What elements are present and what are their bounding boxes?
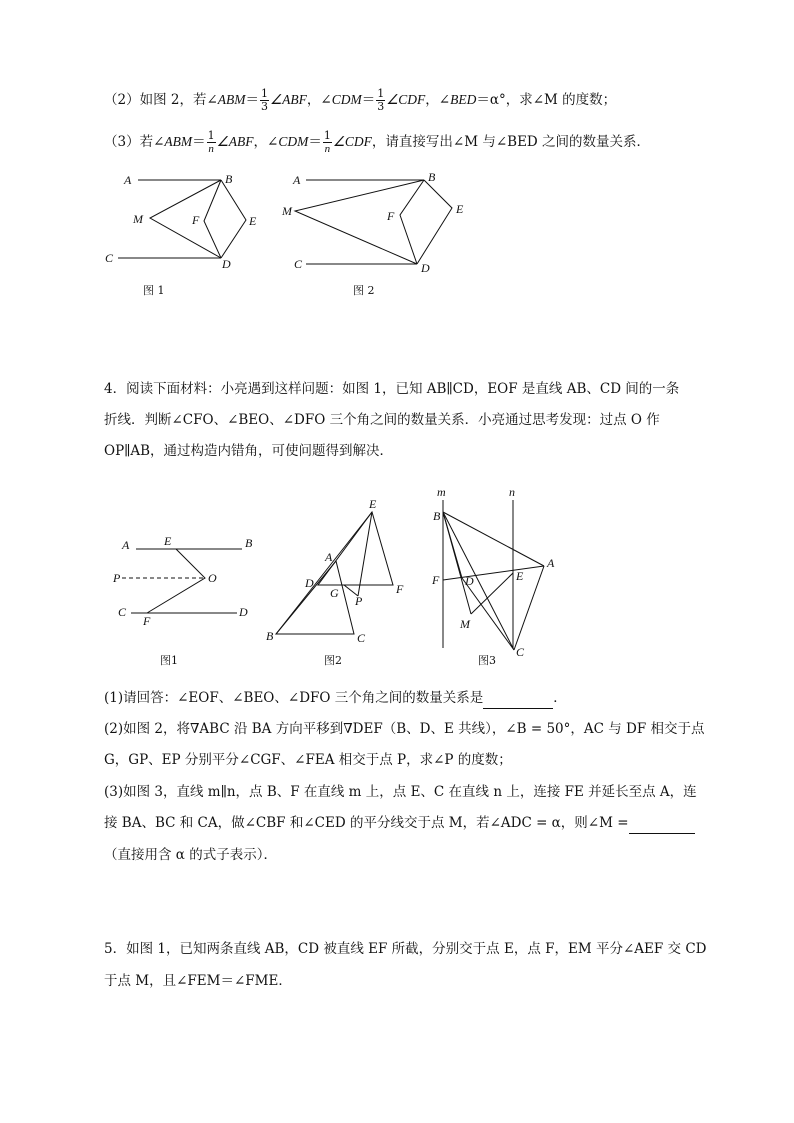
label: F xyxy=(143,614,151,628)
q4-intro-line-2: 折线．判断∠CFO、∠BEO、∠DFO 三个角之间的数量关系．小亮通过思考发现：过点 O 作 xyxy=(104,412,660,428)
label: D xyxy=(421,261,430,275)
label: B xyxy=(245,536,253,550)
label: P xyxy=(113,571,121,585)
label: A xyxy=(293,173,301,187)
segment-bed xyxy=(221,180,246,258)
label: D xyxy=(239,605,248,619)
q3-part3: （3）若∠ABM＝ $\frac{1}{n}$ ∠ABF，∠CDM＝ $\frac{1}{n}$ ∠CDF，请直接写出∠M 与∠BED 之间的数量关系． xyxy=(104,129,651,155)
label: F xyxy=(387,209,395,223)
label: D xyxy=(465,574,474,588)
label: A xyxy=(325,550,333,564)
label: M xyxy=(282,204,292,218)
segment-bfd xyxy=(204,180,221,258)
figure-caption: 图1 xyxy=(160,654,178,667)
q3-figure-2 xyxy=(295,180,452,264)
label: E xyxy=(164,534,172,548)
q5-line-2: 于点 M，且∠FEM＝∠FME． xyxy=(104,973,292,989)
q4-intro-line-3: OP∥AB，通过构造内错角，可使问题得到解决． xyxy=(104,443,394,459)
q4-sub-3-line-3: （直接用含 α 的式子表示）． xyxy=(104,847,277,863)
q4-sub-2-line-2: G，GP、EP 分别平分∠CGF、∠FEA 相交于点 P，求∠P 的度数； xyxy=(104,752,512,768)
q4-sub-3-line-2: 接 BA、BC 和 CA，做∠CBF 和∠CED 的平分线交于点 M，若∠ADC = α，则∠M = xyxy=(104,813,695,834)
label: E xyxy=(516,569,524,583)
label: O xyxy=(208,571,217,585)
label: D xyxy=(305,576,314,590)
q4-sub-1: (1)请回答：∠EOF、∠BEO、∠DFO 三个角之间的数量关系是 ． xyxy=(104,688,567,709)
label: M xyxy=(460,617,470,631)
segment-bmd xyxy=(150,180,221,258)
fraction: $\frac{1}{3}$ xyxy=(261,87,269,113)
label: n xyxy=(509,485,515,499)
figure-caption: 图 2 xyxy=(353,284,375,297)
label: D xyxy=(222,257,231,271)
label: A xyxy=(547,556,555,570)
figure-caption: 图3 xyxy=(478,654,496,667)
fraction: $\frac{1}{n}$ xyxy=(323,129,331,155)
figure-caption: 图2 xyxy=(324,654,342,667)
label: B xyxy=(433,509,441,523)
label: E xyxy=(456,202,464,216)
q4-intro-line-1: 4．阅读下面材料：小亮遇到这样问题：如图 1，已知 AB∥CD，EOF 是直线 AB、CD 间的一条 xyxy=(104,381,680,397)
label: P xyxy=(355,594,363,608)
label: C xyxy=(294,257,303,271)
q3-part2: （2）如图 2，若∠ABM＝ $\frac{1}{3}$ ∠ABF，∠CDM＝ $\frac{1}{3}$ ∠CDF，∠BED＝α°，求∠M 的度数； xyxy=(104,87,617,113)
label: F xyxy=(432,573,440,587)
label: F xyxy=(192,213,200,227)
segment-bfd xyxy=(400,180,424,264)
label: F xyxy=(396,582,404,596)
q4-sub-2-line-1: (2)如图 2，将∇ABC 沿 BA 方向平移到∇DEF（B、D、E 共线），∠B = 50°，AC 与 DF 相交于点 xyxy=(104,721,705,737)
fraction: $\frac{1}{n}$ xyxy=(207,129,215,155)
q4-sub-3-line-1: (3)如图 3，直线 m∥n，点 B、F 在直线 m 上，点 E、C 在直线 n 上，连接 FE 并延长至点 A，连 xyxy=(104,784,697,800)
label: C xyxy=(118,605,127,619)
label: E xyxy=(249,214,257,228)
label: m xyxy=(437,485,446,499)
label: C xyxy=(516,645,525,659)
label: A xyxy=(124,173,132,187)
figure-caption: 图 1 xyxy=(143,284,165,297)
q5-line-1: 5．如图 1，已知两条直线 AB，CD 被直线 EF 所截，分别交于点 E，点 F，EM 平分∠AEF 交 CD xyxy=(104,941,707,957)
segment-bmd xyxy=(295,180,424,264)
label: G xyxy=(330,586,339,600)
label: C xyxy=(105,251,114,265)
answer-blank xyxy=(629,813,695,834)
label: B xyxy=(266,629,274,643)
fraction: $\frac{1}{3}$ xyxy=(377,87,385,113)
label: E xyxy=(369,497,377,511)
label: B xyxy=(428,170,436,184)
label: A xyxy=(122,538,130,552)
label: C xyxy=(357,631,366,645)
segment-bed xyxy=(417,180,452,264)
answer-blank xyxy=(483,688,553,709)
label: M xyxy=(133,212,143,226)
label: B xyxy=(225,172,233,186)
